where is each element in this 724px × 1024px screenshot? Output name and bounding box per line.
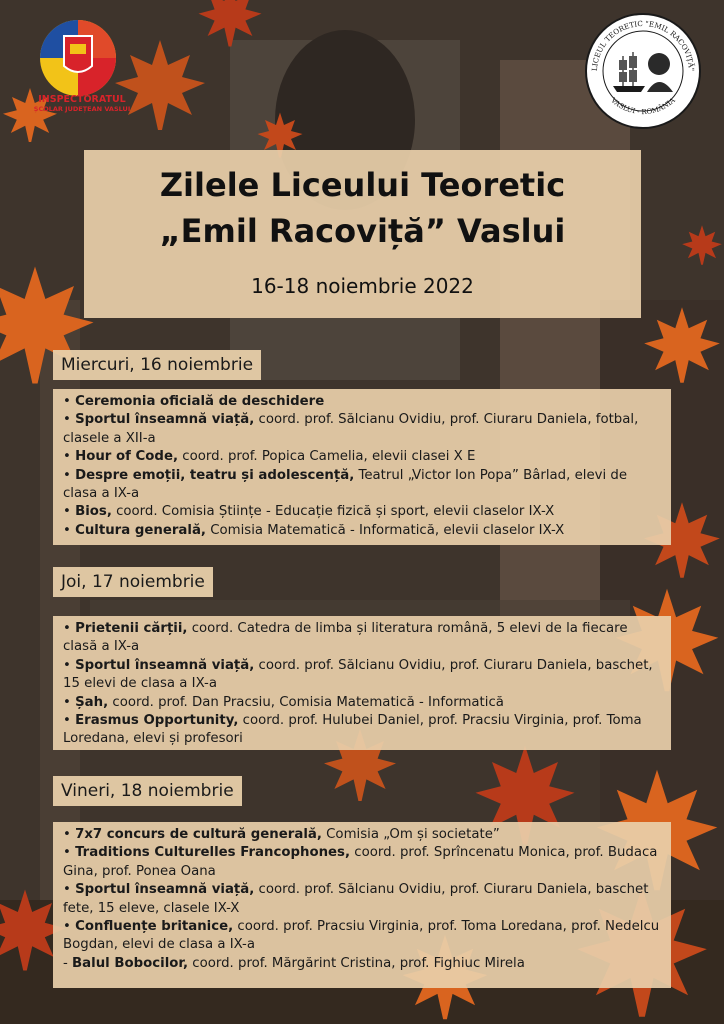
activity-name: Ceremonia oficială de deschidere: [75, 394, 325, 409]
activity-item: • Prietenii cărții, coord. Catedra de limba și literatura română, 5 elevi de la fiecare clasă a IX-a: [63, 621, 628, 655]
activity-details: coord. prof. Mărgărint Cristina, prof. Fighiuc Mirela: [188, 955, 525, 971]
activity-name: Hour of Code,: [75, 449, 179, 465]
isj-sub: ȘCOLAR JUDEȚEAN VASLUI: [33, 105, 131, 113]
day-schedule-thursday: [53, 616, 671, 750]
activity-details: coord. Catedra de limba și literatura română, 5 elevi de la fiecare clasă a IX-a: [63, 621, 628, 655]
activity-name: Sportul înseamnă viață,: [75, 657, 255, 673]
event-date: 16-18 noiembrie 2022: [251, 274, 474, 298]
activity-item: • Ceremonia oficială de deschidere: [63, 394, 325, 409]
activity-details: Comisia „Om și societate”: [321, 827, 500, 842]
activity-item: • Confluențe britanice, coord. prof. Pracsiu Virginia, prof. Toma Loredana, prof. Nedelcu Bogdan, elevi de clasa a IX-a: [63, 919, 660, 953]
activity-name: Șah,: [75, 694, 109, 710]
activity-name: Prietenii cărții,: [75, 621, 188, 636]
activity-details: coord. prof. Hulubei Daniel, prof. Pracsiu Virginia, prof. Toma Loredana, elevi și profesori: [63, 713, 642, 747]
activity-details: coord. prof. Sălcianu Ovidiu, prof. Ciuraru Daniela, baschet fete, 15 eleve, clasele IX-X: [63, 882, 649, 916]
school-logo-top-text: LICEUL TEORETIC "EMIL RACOVIȚĂ": [589, 18, 697, 72]
activity-details: Teatrul „Victor Ion Popa” Bârlad, elevi de clasa a IX-a: [63, 467, 628, 502]
activity-details: coord. prof. Pracsiu Virginia, prof. Toma Loredana, prof. Nedelcu Bogdan, elevi de clasa a IX-a: [63, 919, 660, 953]
activity-item: • Traditions Culturelles Francophones, coord. prof. Sprîncenatu Monica, prof. Budaca Gina, prof. Ponea Oana: [63, 845, 658, 879]
maple-leaf-icon: [680, 210, 724, 280]
activity-item: • Sportul înseamnă viață, coord. prof. Sălcianu Ovidiu, prof. Ciuraru Daniela, fotbal, clasele a XII-a: [63, 412, 639, 446]
activity-details: coord. Comisia Științe - Educație fizică și sport, elevii claselor IX-X: [111, 504, 555, 520]
activity-name: Confluențe britanice,: [75, 919, 234, 935]
activity-name: Despre emoții, teatru și adolescență,: [75, 467, 355, 483]
isj-logo-text: [22, 94, 142, 113]
activity-details: Comisia Matematică - Informatică, elevii claselor IX-X: [205, 522, 565, 538]
school-logo: [583, 12, 703, 130]
day-schedule-friday: [53, 822, 671, 988]
day-label-friday: Vineri, 18 noiembrie: [53, 776, 242, 806]
activity-name: Bios,: [75, 504, 112, 520]
day-label-thursday: Joi, 17 noiembrie: [53, 567, 213, 597]
title-line-1: Zilele Liceului Teoretic: [159, 166, 566, 204]
activity-item: • Erasmus Opportunity, coord. prof. Hulubei Daniel, prof. Pracsiu Virginia, prof. Toma Loredana, elevi și profesori: [63, 713, 642, 747]
activity-name: 7x7 concurs de cultură generală,: [75, 827, 322, 842]
activity-item: - Balul Bobocilor, coord. prof. Mărgărint Cristina, prof. Fighiuc Mirela: [63, 955, 525, 971]
activity-details: coord. prof. Popica Camelia, elevii clasei X E: [178, 449, 476, 465]
activity-name: Cultura generală,: [75, 522, 206, 538]
activity-name: Sportul înseamnă viață,: [75, 882, 255, 898]
activity-name: Balul Bobocilor,: [72, 955, 189, 971]
activity-item: • Șah, coord. prof. Dan Pracsiu, Comisia Matematică - Informatică: [63, 694, 504, 710]
activity-details: coord. prof. Sălcianu Ovidiu, prof. Ciuraru Daniela, baschet, 15 elevi de clasa a IX-a: [63, 657, 653, 692]
activity-item: • 7x7 concurs de cultură generală, Comisia „Om și societate”: [63, 827, 500, 842]
activity-item: • Cultura generală, Comisia Matematică - Informatică, elevii claselor IX-X: [63, 522, 565, 538]
activity-name: Traditions Culturelles Francophones,: [75, 845, 351, 861]
activity-details: coord. prof. Sprîncenatu Monica, prof. Budaca Gina, prof. Ponea Oana: [63, 845, 658, 879]
activity-item: • Sportul înseamnă viață, coord. prof. Sălcianu Ovidiu, prof. Ciuraru Daniela, baschet fete, 15 eleve, clasele IX-X: [63, 882, 649, 916]
day-schedule-wednesday: [53, 389, 671, 545]
activity-item: • Despre emoții, teatru și adolescență, Teatrul „Victor Ion Popa” Bârlad, elevi de clasa a IX-a: [63, 467, 628, 502]
activity-details: coord. prof. Dan Pracsiu, Comisia Matematică - Informatică: [108, 694, 504, 710]
activity-name: Sportul înseamnă viață,: [75, 412, 255, 428]
title-line-2: „Emil Racoviță” Vaslui: [159, 212, 566, 250]
activity-item: • Hour of Code, coord. prof. Popica Camelia, elevii clasei X E: [63, 449, 476, 465]
maple-leaf-icon: [190, 0, 270, 50]
maple-leaf-icon: [640, 290, 724, 400]
activity-name: Erasmus Opportunity,: [75, 713, 239, 729]
school-logo-bottom-text: VASLUI - ROMÂNIA: [609, 96, 677, 117]
activity-item: • Bios, coord. Comisia Științe - Educație fizică și sport, elevii claselor IX-X: [63, 504, 555, 520]
title-panel: [84, 150, 641, 318]
isj-name: INSPECTORATUL: [38, 94, 126, 105]
activity-item: • Sportul înseamnă viață, coord. prof. Sălcianu Ovidiu, prof. Ciuraru Daniela, baschet, 15 elevi de clasa a IX-a: [63, 657, 653, 692]
activity-details: coord. prof. Sălcianu Ovidiu, prof. Ciuraru Daniela, fotbal, clasele a XII-a: [63, 412, 639, 446]
day-label-wednesday: Miercuri, 16 noiembrie: [53, 350, 261, 380]
